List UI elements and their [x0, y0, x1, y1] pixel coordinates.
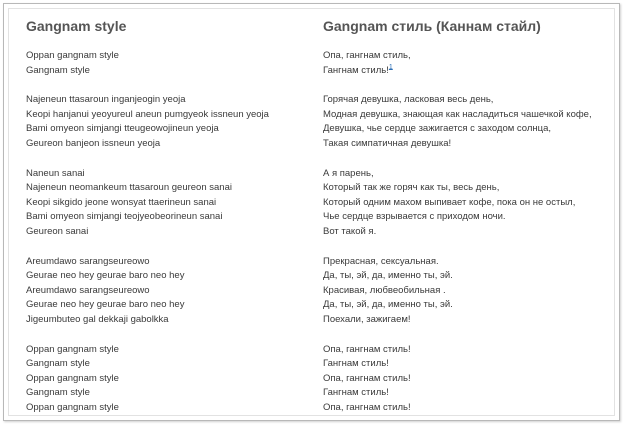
lyric-line: Гангнам стиль!: [323, 358, 389, 370]
lyric-line: Keopi sikgido jeone wonsyat ttaerineun sanai: [26, 196, 217, 208]
lyric-line: Такая симпатичная девушка!: [323, 137, 452, 149]
lyric-line: Geureon banjeon issneun yeoja: [26, 137, 161, 149]
lyric-line: Девушка, чье сердце зажигается с заходом солнца,: [323, 123, 551, 135]
lyrics-inner-border: [8, 8, 615, 416]
stanza: [26, 167, 311, 240]
lyric-line: Geurae neo hey geurae baro neo hey: [26, 270, 185, 282]
lyric-line: А я парень,: [323, 167, 374, 179]
original-stanzas: [26, 49, 311, 415]
stanza: [26, 343, 311, 416]
lyric-line: Naneun sanai: [26, 167, 85, 179]
lyric-line: Который так же горяч как ты, весь день,: [323, 182, 500, 194]
lyric-line: Bami omyeon simjangi tteugeowojineun yeoja: [26, 123, 219, 135]
lyric-line: Keopi hanjanui yeoyureul aneun pumgyeok issneun yeoja: [26, 108, 269, 120]
translation-title: Gangnam стиль (Каннам стайл): [323, 18, 541, 34]
stanza: [26, 255, 311, 328]
original-lyrics-column: [26, 16, 311, 430]
original-title: Gangnam style: [26, 18, 127, 34]
lyric-line: Чье сердце взрывается с приходом ночи.: [323, 211, 506, 223]
lyric-line: Прекрасная, сексуальная.: [323, 255, 439, 267]
lyric-line: Горячая девушка, ласковая весь день,: [323, 94, 494, 106]
lyric-line: Oppan gangnam style: [26, 372, 119, 384]
lyric-line: Который одним махом выпивает кофе, пока он не остыл,: [323, 196, 576, 208]
stanza: [323, 343, 623, 416]
lyric-line: Oppan gangnam style: [26, 343, 119, 355]
lyric-line: Areumdawo sarangseureowo: [26, 255, 150, 267]
lyric-line: Опа, гангнам стиль!: [323, 343, 411, 355]
lyric-line: Geureon sanai: [26, 225, 89, 237]
lyric-line: Модная девушка, знающая как насладиться чашечкой кофе,: [323, 108, 592, 120]
lyric-line: Najeneun ttasaroun inganjeogin yeoja: [26, 94, 186, 106]
lyric-line: Да, ты, эй, да, именно ты, эй.: [323, 270, 453, 282]
lyric-line: Gangnam style: [26, 387, 90, 399]
lyrics-frame: [3, 3, 620, 421]
stanza: [26, 93, 311, 151]
lyric-line: Опа, гангнам стиль,: [323, 50, 411, 61]
lyric-line: Areumdawo sarangseureowo: [26, 284, 150, 296]
lyric-line: Гангнам стиль!: [323, 387, 389, 399]
lyric-line: Опа, гангнам стиль!: [323, 372, 411, 384]
translation-stanzas: [323, 49, 623, 415]
lyric-line: Oppan gangnam style: [26, 50, 119, 61]
lyric-line: Вот такой я.: [323, 225, 377, 237]
lyric-line: Красивая, любвеобильная .: [323, 284, 446, 296]
footnote-link[interactable]: 1: [388, 63, 393, 71]
lyric-line: Gangnam style: [26, 358, 90, 370]
lyric-line: Geurae neo hey geurae baro neo hey: [26, 299, 185, 311]
stanza: [323, 255, 623, 328]
stanza: [26, 49, 311, 78]
lyric-line: Oppan gangnam style: [26, 401, 119, 413]
stanza: [323, 49, 623, 78]
translation-lyrics-column: [323, 16, 623, 430]
lyric-line: Jigeumbuteo gal dekkaji gabolkka: [26, 313, 169, 325]
lyric-line: Najeneun neomankeum ttasaroun geureon sanai: [26, 182, 232, 194]
lyric-line: Поехали, зажигаем!: [323, 313, 411, 325]
lyric-line: Bami omyeon simjangi teojyeobeorineun sanai: [26, 211, 223, 223]
stanza: [323, 93, 623, 151]
lyric-line: Да, ты, эй, да, именно ты, эй.: [323, 299, 453, 311]
lyric-line: Gangnam style: [26, 64, 90, 76]
stanza: [323, 167, 623, 240]
lyric-line: Гангнам стиль!$^1$: [323, 63, 393, 76]
lyric-line: Опа, гангнам стиль!: [323, 401, 411, 413]
